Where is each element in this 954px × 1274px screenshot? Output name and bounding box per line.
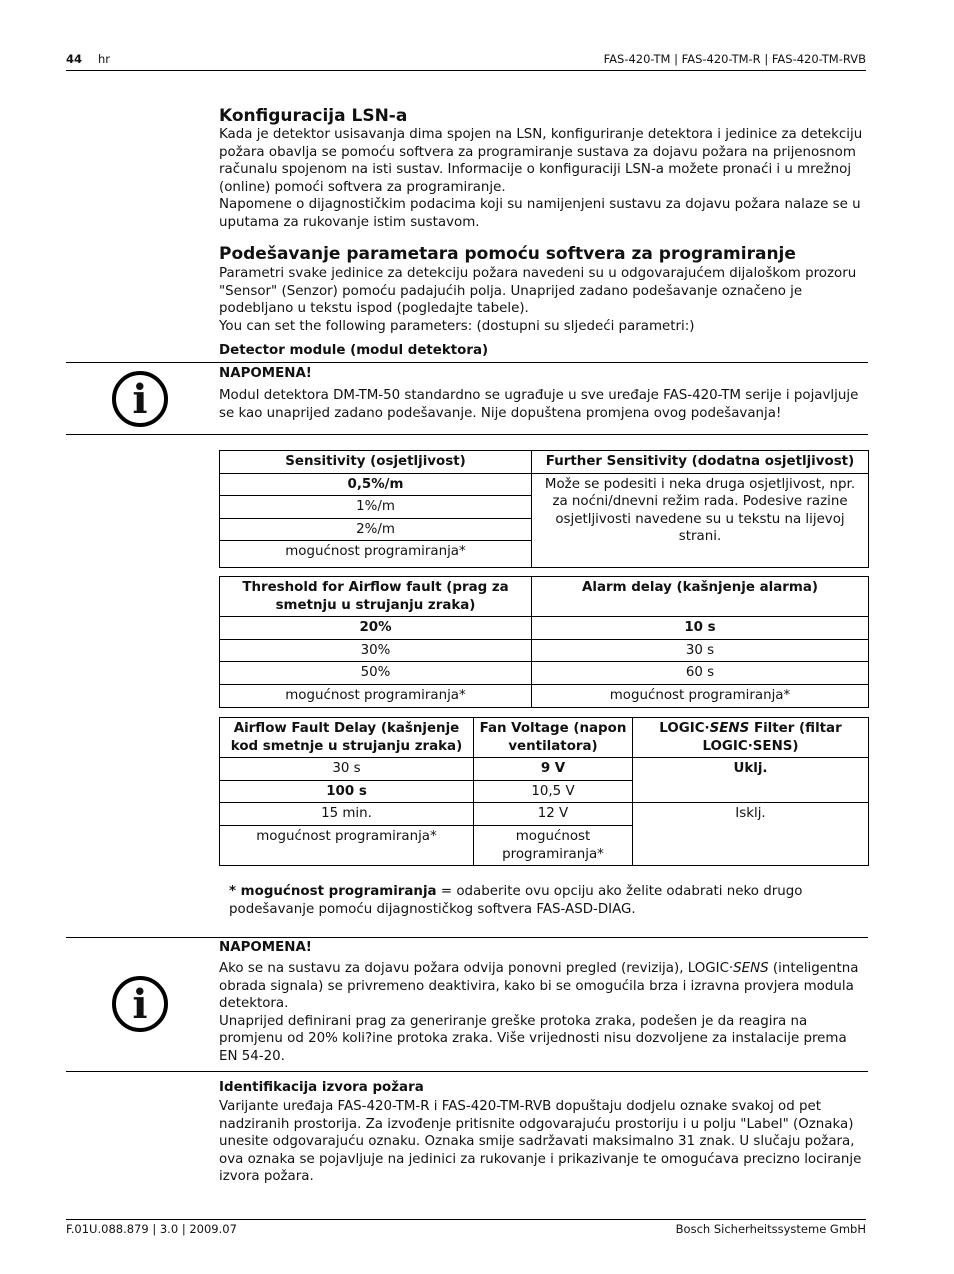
- table-cell: 12 V: [474, 803, 633, 826]
- header-part: LOGIC·: [659, 721, 710, 736]
- note-bottom-rule: [66, 1071, 868, 1072]
- table-cell-further-sensitivity: Može se podesiti i neka druga osjetljivost, npr. za noćni/dnevni režim rada. Podesive razine osjetljivosti navedene su u tekstu na lijevoj strani.: [532, 473, 869, 568]
- text-part: (inteligentna obrada signala) se privremeno deaktivira, kako bi se omogućila brza i izravna provjera modula detektora.: [219, 961, 859, 1012]
- table-cell: mogućnost programiranja*: [474, 825, 633, 865]
- fire-source-text: Varijante uređaja FAS-420-TM-R i FAS-420-TM-RVB dopuštaju dodjelu oznake svakoj od pet nadziranih prostorija. Za izvođenje pritisnite odgovarajuću prostoriju i u polju "Label" (Oznaka) unesite odgovarajuću oznaku. Oznaka smije sadržavati maksimalno 31 znak. U slučaju požara, ova oznaka se pojavljuje na jedinici za rukovanje i prikazivanje te omogućava precizno lociranje izvora požara.: [219, 1099, 862, 1185]
- fire-source-heading: Identifikacija izvora požara: [219, 1080, 424, 1095]
- detector-module-heading: Detector module (modul detektora): [219, 343, 489, 358]
- fan-voltage-table: [219, 717, 869, 866]
- note-text: [219, 960, 867, 1066]
- table-cell: 60 s: [532, 662, 869, 685]
- paragraph: Unaprijed definirani prag za generiranje greške protoka zraka, podešen je da reagira na promjenu od 20% koli?ine protoka zraka. Više vrijednosti nisu dozvoljene za instalacije prema EN 54-20.: [219, 1013, 847, 1064]
- text-part: Ako se na sustavu za dojavu požara odvija ponovni pregled (revizija), LOGIC·: [219, 961, 734, 976]
- table-cell: 20%: [220, 617, 532, 640]
- footer-doc-number: F.01U.088.879 | 3.0 | 2009.07: [66, 1222, 237, 1236]
- table-cell: mogućnost programiranja*: [220, 825, 474, 865]
- info-icon: i: [112, 371, 168, 427]
- note-text: Modul detektora DM-TM-50 standardno se ugrađuje u sve uređaje FAS-420-TM serije i pojavljuje se kao unaprijed zadano podešavanje. Nije dopuštena promjena ovog podešavanja!: [219, 388, 859, 421]
- section-heading-lsn: Konfiguracija LSN-a: [219, 106, 408, 126]
- paragraph: [219, 960, 867, 1013]
- table-cell: 1%/m: [220, 496, 532, 519]
- table-cell: mogućnost programiranja*: [220, 541, 532, 568]
- footnote-marker: * mogućnost programiranja: [229, 884, 437, 899]
- header-part: SENS: [709, 721, 750, 736]
- section-parameters-text: [219, 265, 867, 335]
- table-header: Alarm delay (kašnjenje alarma): [532, 577, 869, 617]
- footer-company: Bosch Sicherheitssysteme GmbH: [675, 1222, 866, 1236]
- table-header: Fan Voltage (napon ventilatora): [474, 718, 633, 758]
- document-title: FAS-420-TM | FAS-420-TM-R | FAS-420-TM-RVB: [603, 52, 866, 66]
- table-cell-filter-on: Uklj.: [633, 758, 869, 803]
- note-top-rule: [66, 937, 868, 938]
- footnote: [229, 883, 829, 918]
- section-lsn-text: [219, 126, 867, 232]
- table-cell: 10,5 V: [474, 780, 633, 803]
- table-cell: 0,5%/m: [220, 473, 532, 496]
- table-header: Airflow Fault Delay (kašnjenje kod smetnje u strujanju zraka): [220, 718, 474, 758]
- header-part: Filter (filtar LOGIC·SENS): [702, 721, 842, 754]
- text-part: SENS: [733, 961, 769, 976]
- table-header: Threshold for Airflow fault (prag za smetnju u strujanju zraka): [220, 577, 532, 617]
- info-icon: i: [112, 976, 168, 1032]
- table-header: [633, 718, 869, 758]
- paragraph: You can set the following parameters: (dostupni su sljedeći parametri:): [219, 318, 695, 334]
- table-cell: 100 s: [220, 780, 474, 803]
- header-rule: [66, 70, 866, 71]
- table-cell: 2%/m: [220, 518, 532, 541]
- airflow-threshold-table: [219, 576, 869, 708]
- section-heading-parameters: Podešavanje parametara pomoću softvera za programiranje: [219, 244, 796, 264]
- note-title: NAPOMENA!: [219, 366, 312, 381]
- table-cell-filter-off: Isklj.: [633, 803, 869, 866]
- paragraph: Kada je detektor usisavanja dima spojen na LSN, konfiguriranje detektora i jedinice za detekciju požara obavlja se pomoću softvera za programiranje sustava za dojavu požara na prijenosnom računalu spojenom na isti sustav. Informacije o konfiguraciji LSN-a možete pronaći i u mrežnoj (online) pomoći softvera za programiranje.: [219, 127, 863, 195]
- table-cell: 9 V: [474, 758, 633, 781]
- table-header: Sensitivity (osjetljivost): [220, 451, 532, 474]
- page-number: 44: [66, 52, 83, 66]
- table-header: Further Sensitivity (dodatna osjetljivost): [532, 451, 869, 474]
- paragraph: Parametri svake jedinice za detekciju požara navedeni su u odgovarajućem dijaloškom prozoru "Sensor" (Senzor) pomoću padajućih polja. Unaprijed zadano podešavanje označeno je podebljano u tekstu ispod (pogledajte tabele).: [219, 266, 857, 317]
- note-top-rule: [66, 362, 868, 363]
- note-title: NAPOMENA!: [219, 940, 312, 955]
- note-bottom-rule: [66, 434, 868, 435]
- table-cell: 30%: [220, 639, 532, 662]
- table-cell: 30 s: [220, 758, 474, 781]
- footer-rule: [66, 1219, 866, 1220]
- language-code: hr: [98, 52, 111, 66]
- table-cell: 15 min.: [220, 803, 474, 826]
- table-cell: mogućnost programiranja*: [532, 684, 869, 707]
- table-cell: 50%: [220, 662, 532, 685]
- table-cell: 10 s: [532, 617, 869, 640]
- paragraph: Napomene o dijagnostičkim podacima koji su namijenjeni sustavu za dojavu požara nalaze se u uputama za rukovanje istim sustavom.: [219, 197, 861, 230]
- sensitivity-table: [219, 450, 869, 568]
- table-cell: mogućnost programiranja*: [220, 684, 532, 707]
- table-cell: 30 s: [532, 639, 869, 662]
- footnote-text: = odaberite ovu opciju ako želite odabrati neko drugo podešavanje pomoću dijagnostičkog softvera FAS-ASD-DIAG.: [229, 884, 803, 917]
